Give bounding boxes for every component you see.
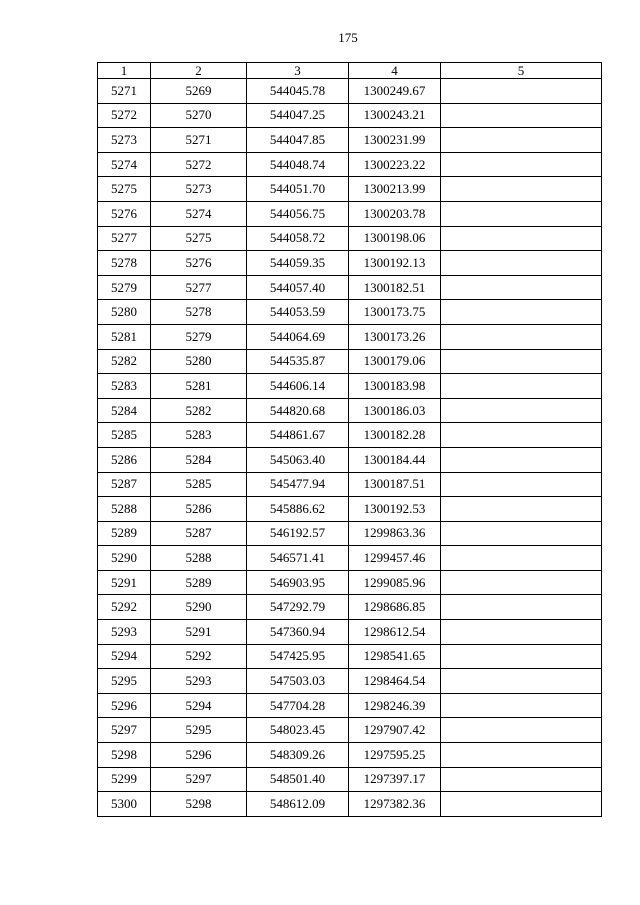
prev-point-number-cell: 5270 (151, 103, 247, 128)
y-coordinate-cell: 1299863.36 (349, 521, 441, 546)
column-header-2: 2 (151, 63, 247, 79)
point-number-cell: 5284 (98, 398, 151, 423)
prev-point-number-cell: 5283 (151, 423, 247, 448)
table-row (98, 767, 602, 792)
point-number-cell: 5289 (98, 521, 151, 546)
table-header (98, 63, 602, 79)
note-cell (441, 792, 602, 817)
x-coordinate-cell: 546192.57 (247, 521, 349, 546)
point-number-cell: 5295 (98, 669, 151, 694)
page-number: 175 (338, 30, 358, 45)
prev-point-number-cell: 5293 (151, 669, 247, 694)
column-header-4: 4 (349, 63, 441, 79)
point-number-cell: 5293 (98, 620, 151, 645)
note-cell (441, 644, 602, 669)
note-cell (441, 693, 602, 718)
prev-point-number-cell: 5298 (151, 792, 247, 817)
table-row (98, 447, 602, 472)
y-coordinate-cell: 1298686.85 (349, 595, 441, 620)
point-number-cell: 5298 (98, 743, 151, 768)
point-number-cell: 5277 (98, 226, 151, 251)
x-coordinate-cell: 544047.25 (247, 103, 349, 128)
x-coordinate-cell: 544059.35 (247, 251, 349, 276)
point-number-cell: 5273 (98, 128, 151, 153)
table-row (98, 251, 602, 276)
x-coordinate-cell: 547503.03 (247, 669, 349, 694)
x-coordinate-cell: 544861.67 (247, 423, 349, 448)
y-coordinate-cell: 1300213.99 (349, 177, 441, 202)
note-cell (441, 743, 602, 768)
y-coordinate-cell: 1300184.44 (349, 447, 441, 472)
y-coordinate-cell: 1299085.96 (349, 570, 441, 595)
y-coordinate-cell: 1297907.42 (349, 718, 441, 743)
x-coordinate-cell: 547704.28 (247, 693, 349, 718)
y-coordinate-cell: 1297397.17 (349, 767, 441, 792)
point-number-cell: 5294 (98, 644, 151, 669)
note-cell (441, 570, 602, 595)
y-coordinate-cell: 1298541.65 (349, 644, 441, 669)
x-coordinate-cell: 544048.74 (247, 152, 349, 177)
y-coordinate-cell: 1300231.99 (349, 128, 441, 153)
y-coordinate-cell: 1297595.25 (349, 743, 441, 768)
note-cell (441, 620, 602, 645)
point-number-cell: 5283 (98, 374, 151, 399)
prev-point-number-cell: 5294 (151, 693, 247, 718)
table-row (98, 546, 602, 571)
x-coordinate-cell: 545063.40 (247, 447, 349, 472)
table-row (98, 644, 602, 669)
table-row (98, 349, 602, 374)
note-cell (441, 324, 602, 349)
y-coordinate-cell: 1300203.78 (349, 201, 441, 226)
table-row (98, 201, 602, 226)
point-number-cell: 5276 (98, 201, 151, 226)
table-row (98, 324, 602, 349)
table-row (98, 103, 602, 128)
table-row (98, 79, 602, 104)
note-cell (441, 275, 602, 300)
y-coordinate-cell: 1298246.39 (349, 693, 441, 718)
x-coordinate-cell: 546571.41 (247, 546, 349, 571)
point-number-cell: 5274 (98, 152, 151, 177)
x-coordinate-cell: 544051.70 (247, 177, 349, 202)
note-cell (441, 374, 602, 399)
prev-point-number-cell: 5291 (151, 620, 247, 645)
y-coordinate-cell: 1300182.51 (349, 275, 441, 300)
point-number-cell: 5300 (98, 792, 151, 817)
y-coordinate-cell: 1300249.67 (349, 79, 441, 104)
table-row (98, 497, 602, 522)
x-coordinate-cell: 544045.78 (247, 79, 349, 104)
note-cell (441, 201, 602, 226)
x-coordinate-cell: 545477.94 (247, 472, 349, 497)
x-coordinate-cell: 547425.95 (247, 644, 349, 669)
y-coordinate-cell: 1299457.46 (349, 546, 441, 571)
note-cell (441, 300, 602, 325)
column-header-1: 1 (98, 63, 151, 79)
point-number-cell: 5275 (98, 177, 151, 202)
note-cell (441, 595, 602, 620)
point-number-cell: 5272 (98, 103, 151, 128)
x-coordinate-cell: 544058.72 (247, 226, 349, 251)
prev-point-number-cell: 5272 (151, 152, 247, 177)
note-cell (441, 251, 602, 276)
prev-point-number-cell: 5290 (151, 595, 247, 620)
note-cell (441, 177, 602, 202)
x-coordinate-cell: 548501.40 (247, 767, 349, 792)
x-coordinate-cell: 548612.09 (247, 792, 349, 817)
y-coordinate-cell: 1300173.75 (349, 300, 441, 325)
note-cell (441, 79, 602, 104)
prev-point-number-cell: 5271 (151, 128, 247, 153)
point-number-cell: 5290 (98, 546, 151, 571)
table-row (98, 300, 602, 325)
table-row (98, 128, 602, 153)
x-coordinate-cell: 545886.62 (247, 497, 349, 522)
table-row (98, 792, 602, 817)
x-coordinate-cell: 544535.87 (247, 349, 349, 374)
point-number-cell: 5285 (98, 423, 151, 448)
point-number-cell: 5296 (98, 693, 151, 718)
point-number-cell: 5279 (98, 275, 151, 300)
point-number-cell: 5292 (98, 595, 151, 620)
table-row (98, 595, 602, 620)
note-cell (441, 398, 602, 423)
x-coordinate-cell: 547360.94 (247, 620, 349, 645)
point-number-cell: 5280 (98, 300, 151, 325)
table-row (98, 669, 602, 694)
point-number-cell: 5299 (98, 767, 151, 792)
note-cell (441, 497, 602, 522)
point-number-cell: 5291 (98, 570, 151, 595)
table-row (98, 620, 602, 645)
y-coordinate-cell: 1300223.22 (349, 152, 441, 177)
prev-point-number-cell: 5284 (151, 447, 247, 472)
note-cell (441, 472, 602, 497)
note-cell (441, 669, 602, 694)
prev-point-number-cell: 5280 (151, 349, 247, 374)
prev-point-number-cell: 5275 (151, 226, 247, 251)
prev-point-number-cell: 5286 (151, 497, 247, 522)
y-coordinate-cell: 1300186.03 (349, 398, 441, 423)
prev-point-number-cell: 5292 (151, 644, 247, 669)
y-coordinate-cell: 1300243.21 (349, 103, 441, 128)
x-coordinate-cell: 544056.75 (247, 201, 349, 226)
prev-point-number-cell: 5282 (151, 398, 247, 423)
y-coordinate-cell: 1300192.13 (349, 251, 441, 276)
table-row (98, 423, 602, 448)
point-number-cell: 5288 (98, 497, 151, 522)
table-row (98, 472, 602, 497)
table-row (98, 177, 602, 202)
note-cell (441, 103, 602, 128)
prev-point-number-cell: 5296 (151, 743, 247, 768)
prev-point-number-cell: 5285 (151, 472, 247, 497)
y-coordinate-cell: 1300173.26 (349, 324, 441, 349)
point-number-cell: 5282 (98, 349, 151, 374)
point-number-cell: 5297 (98, 718, 151, 743)
prev-point-number-cell: 5288 (151, 546, 247, 571)
x-coordinate-cell: 544057.40 (247, 275, 349, 300)
prev-point-number-cell: 5276 (151, 251, 247, 276)
y-coordinate-cell: 1298464.54 (349, 669, 441, 694)
prev-point-number-cell: 5295 (151, 718, 247, 743)
y-coordinate-cell: 1300187.51 (349, 472, 441, 497)
table-row (98, 275, 602, 300)
point-number-cell: 5278 (98, 251, 151, 276)
prev-point-number-cell: 5289 (151, 570, 247, 595)
prev-point-number-cell: 5274 (151, 201, 247, 226)
y-coordinate-cell: 1300192.53 (349, 497, 441, 522)
x-coordinate-cell: 544820.68 (247, 398, 349, 423)
header-row (98, 63, 602, 79)
note-cell (441, 226, 602, 251)
column-header-3: 3 (247, 63, 349, 79)
point-number-cell: 5281 (98, 324, 151, 349)
note-cell (441, 447, 602, 472)
table-row (98, 570, 602, 595)
note-cell (441, 546, 602, 571)
prev-point-number-cell: 5281 (151, 374, 247, 399)
table-row (98, 374, 602, 399)
prev-point-number-cell: 5269 (151, 79, 247, 104)
table-row (98, 152, 602, 177)
x-coordinate-cell: 544606.14 (247, 374, 349, 399)
x-coordinate-cell: 544064.69 (247, 324, 349, 349)
x-coordinate-cell: 547292.79 (247, 595, 349, 620)
point-number-cell: 5271 (98, 79, 151, 104)
table-row (98, 226, 602, 251)
note-cell (441, 521, 602, 546)
table-row (98, 743, 602, 768)
table-row (98, 398, 602, 423)
y-coordinate-cell: 1297382.36 (349, 792, 441, 817)
note-cell (441, 767, 602, 792)
prev-point-number-cell: 5273 (151, 177, 247, 202)
column-header-5: 5 (441, 63, 602, 79)
coordinates-table (97, 62, 602, 817)
table-body (98, 79, 602, 817)
y-coordinate-cell: 1300182.28 (349, 423, 441, 448)
x-coordinate-cell: 548309.26 (247, 743, 349, 768)
prev-point-number-cell: 5279 (151, 324, 247, 349)
y-coordinate-cell: 1300179.06 (349, 349, 441, 374)
prev-point-number-cell: 5297 (151, 767, 247, 792)
prev-point-number-cell: 5277 (151, 275, 247, 300)
x-coordinate-cell: 544053.59 (247, 300, 349, 325)
x-coordinate-cell: 548023.45 (247, 718, 349, 743)
table-row (98, 521, 602, 546)
y-coordinate-cell: 1298612.54 (349, 620, 441, 645)
prev-point-number-cell: 5278 (151, 300, 247, 325)
note-cell (441, 349, 602, 374)
point-number-cell: 5287 (98, 472, 151, 497)
note-cell (441, 128, 602, 153)
x-coordinate-cell: 546903.95 (247, 570, 349, 595)
table-row (98, 693, 602, 718)
y-coordinate-cell: 1300198.06 (349, 226, 441, 251)
table-row (98, 718, 602, 743)
note-cell (441, 152, 602, 177)
note-cell (441, 718, 602, 743)
y-coordinate-cell: 1300183.98 (349, 374, 441, 399)
prev-point-number-cell: 5287 (151, 521, 247, 546)
point-number-cell: 5286 (98, 447, 151, 472)
x-coordinate-cell: 544047.85 (247, 128, 349, 153)
note-cell (441, 423, 602, 448)
